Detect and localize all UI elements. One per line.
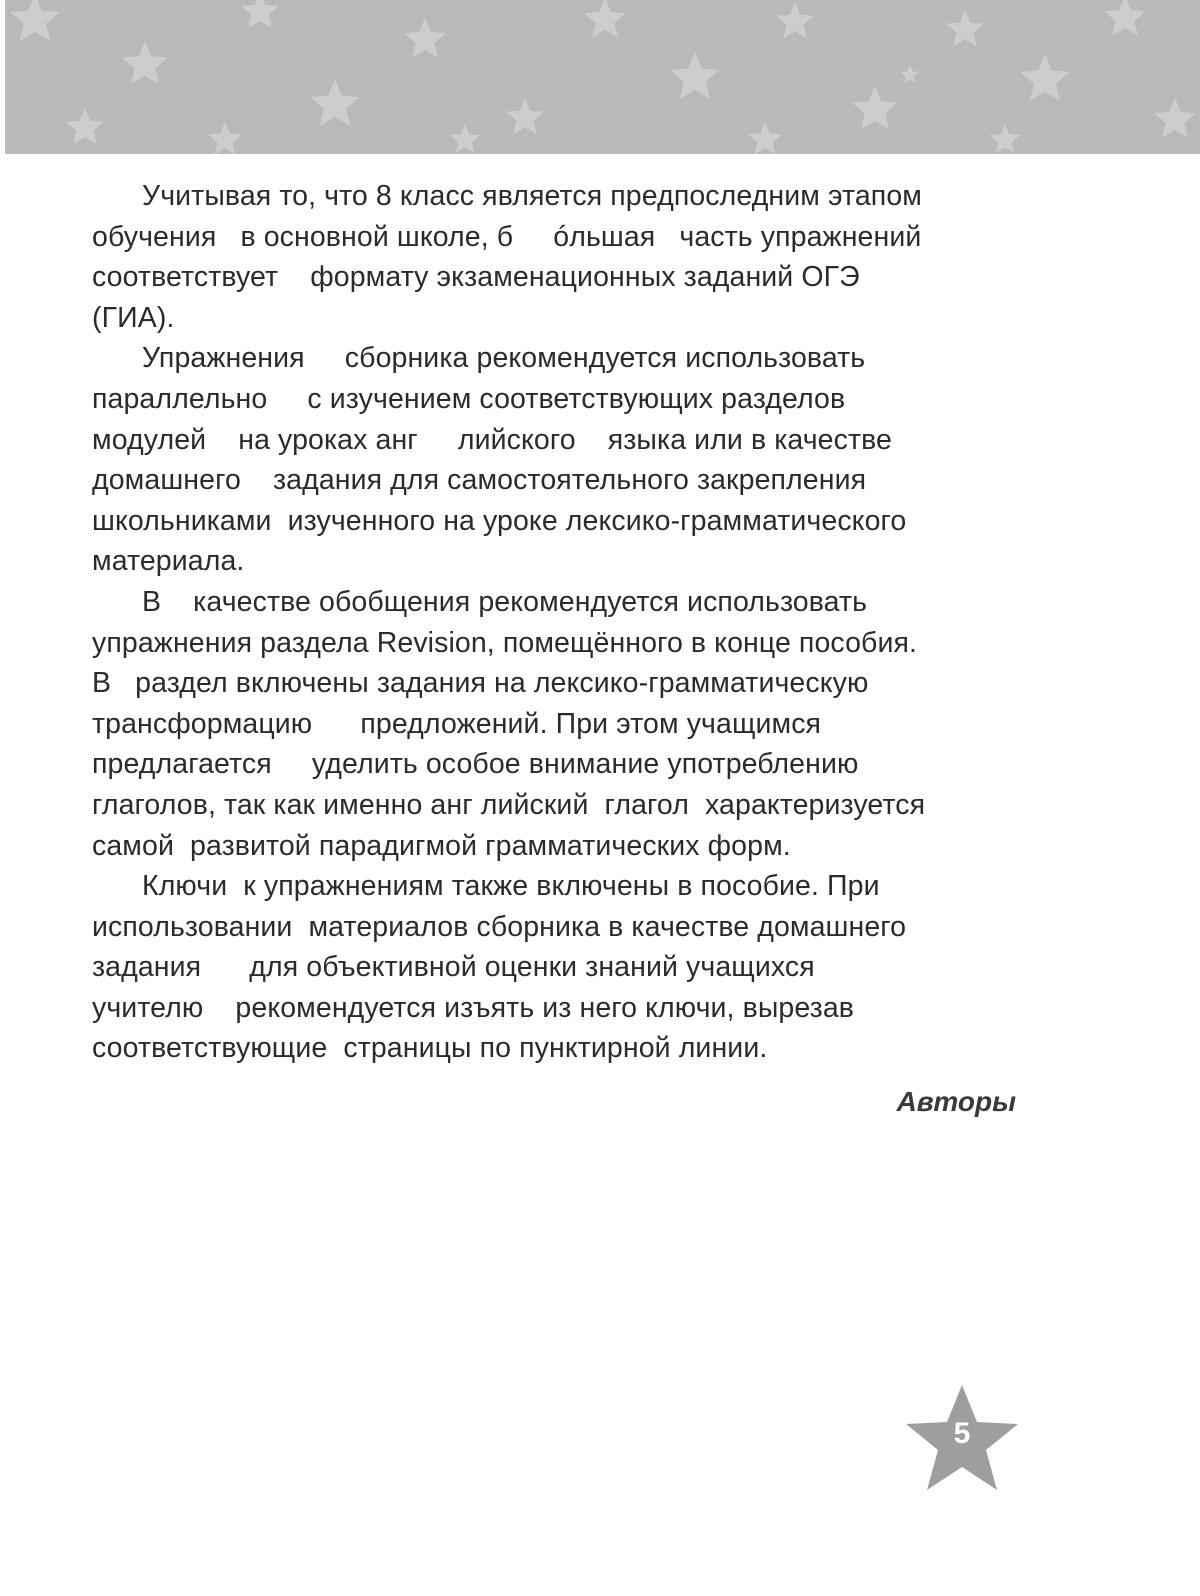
text-line: предлагается уделить особое внимание употреблению — [92, 748, 859, 781]
text-line: школьниками изученного на уроке лексико-грамматического — [92, 504, 907, 537]
star-icon — [1104, 0, 1146, 36]
text-line: задания для объективной оценки знаний учащихся — [92, 951, 815, 984]
text-line: параллельно с изучением соответствующих разделов — [92, 382, 846, 415]
star-icon — [450, 124, 480, 153]
star-icon — [1154, 98, 1196, 138]
header-stars-pattern — [5, 0, 1200, 154]
text-line: трансформацию предложений. При этом учащимся — [92, 707, 822, 740]
signature-authors: Авторы — [896, 1086, 1016, 1117]
text-line: самой развитой парадигмой грамматических форм. — [92, 829, 791, 862]
star-icon — [748, 122, 782, 154]
text-line: глаголов, так как именно анг лийский глагол характеризуется — [92, 788, 926, 821]
star-icon — [122, 41, 168, 84]
star-icon — [990, 124, 1020, 153]
foreword-text — [92, 176, 1022, 1069]
star-icon — [901, 65, 920, 83]
star-icon — [506, 98, 544, 134]
text-line: соответствует формату экзаменационных заданий ОГЭ — [92, 261, 860, 294]
text-line: В качестве обобщения рекомендуется использовать — [142, 585, 868, 618]
star-icon — [946, 10, 984, 46]
text-line: использовании материалов сборника в качестве домашнего — [92, 910, 907, 943]
star-icon — [670, 52, 719, 99]
paragraph-4 — [92, 866, 1022, 1069]
text-line: Ключи к упражнениям также включены в пособие. При — [142, 870, 880, 903]
text-line: домашнего задания для самостоятельного закрепления — [92, 464, 867, 497]
star-icon — [1020, 54, 1069, 101]
star-icon — [10, 0, 59, 41]
text-line: В раздел включены задания на лексико-грамматическую — [92, 667, 869, 700]
star-icon — [66, 108, 104, 144]
text-line: материала. — [92, 545, 245, 578]
page-number: 5 — [953, 1417, 971, 1450]
star-icon — [404, 18, 446, 58]
star-icon — [241, 0, 279, 28]
text-line: Учитывая то, что 8 класс является предпоследним этапом — [142, 180, 922, 212]
star-icon — [852, 86, 898, 129]
text-line: соответствующие страницы по пунктирной линии. — [92, 1032, 768, 1065]
text-line: модулей на уроках анг лийского языка или в качестве — [92, 423, 893, 456]
header-star-band — [5, 0, 1200, 154]
star-icon — [584, 0, 626, 38]
text-line: учителю рекомендуется изъять из него ключи, вырезав — [92, 991, 855, 1024]
star-icon — [776, 2, 814, 38]
star-icon — [208, 122, 242, 154]
paragraph-3 — [92, 582, 1022, 866]
paragraph-2 — [92, 338, 1022, 582]
paragraph-1 — [92, 176, 1022, 338]
text-line: Упражнения сборника рекомендуется использовать — [142, 342, 866, 375]
text-line: (ГИА). — [92, 301, 175, 334]
text-line: упражнения раздела Revision, помещённого в конце пособия. — [92, 626, 918, 659]
text-line: обучения в основной школе, б óльшая часть упражнений — [92, 220, 922, 253]
star-icon — [310, 79, 359, 126]
